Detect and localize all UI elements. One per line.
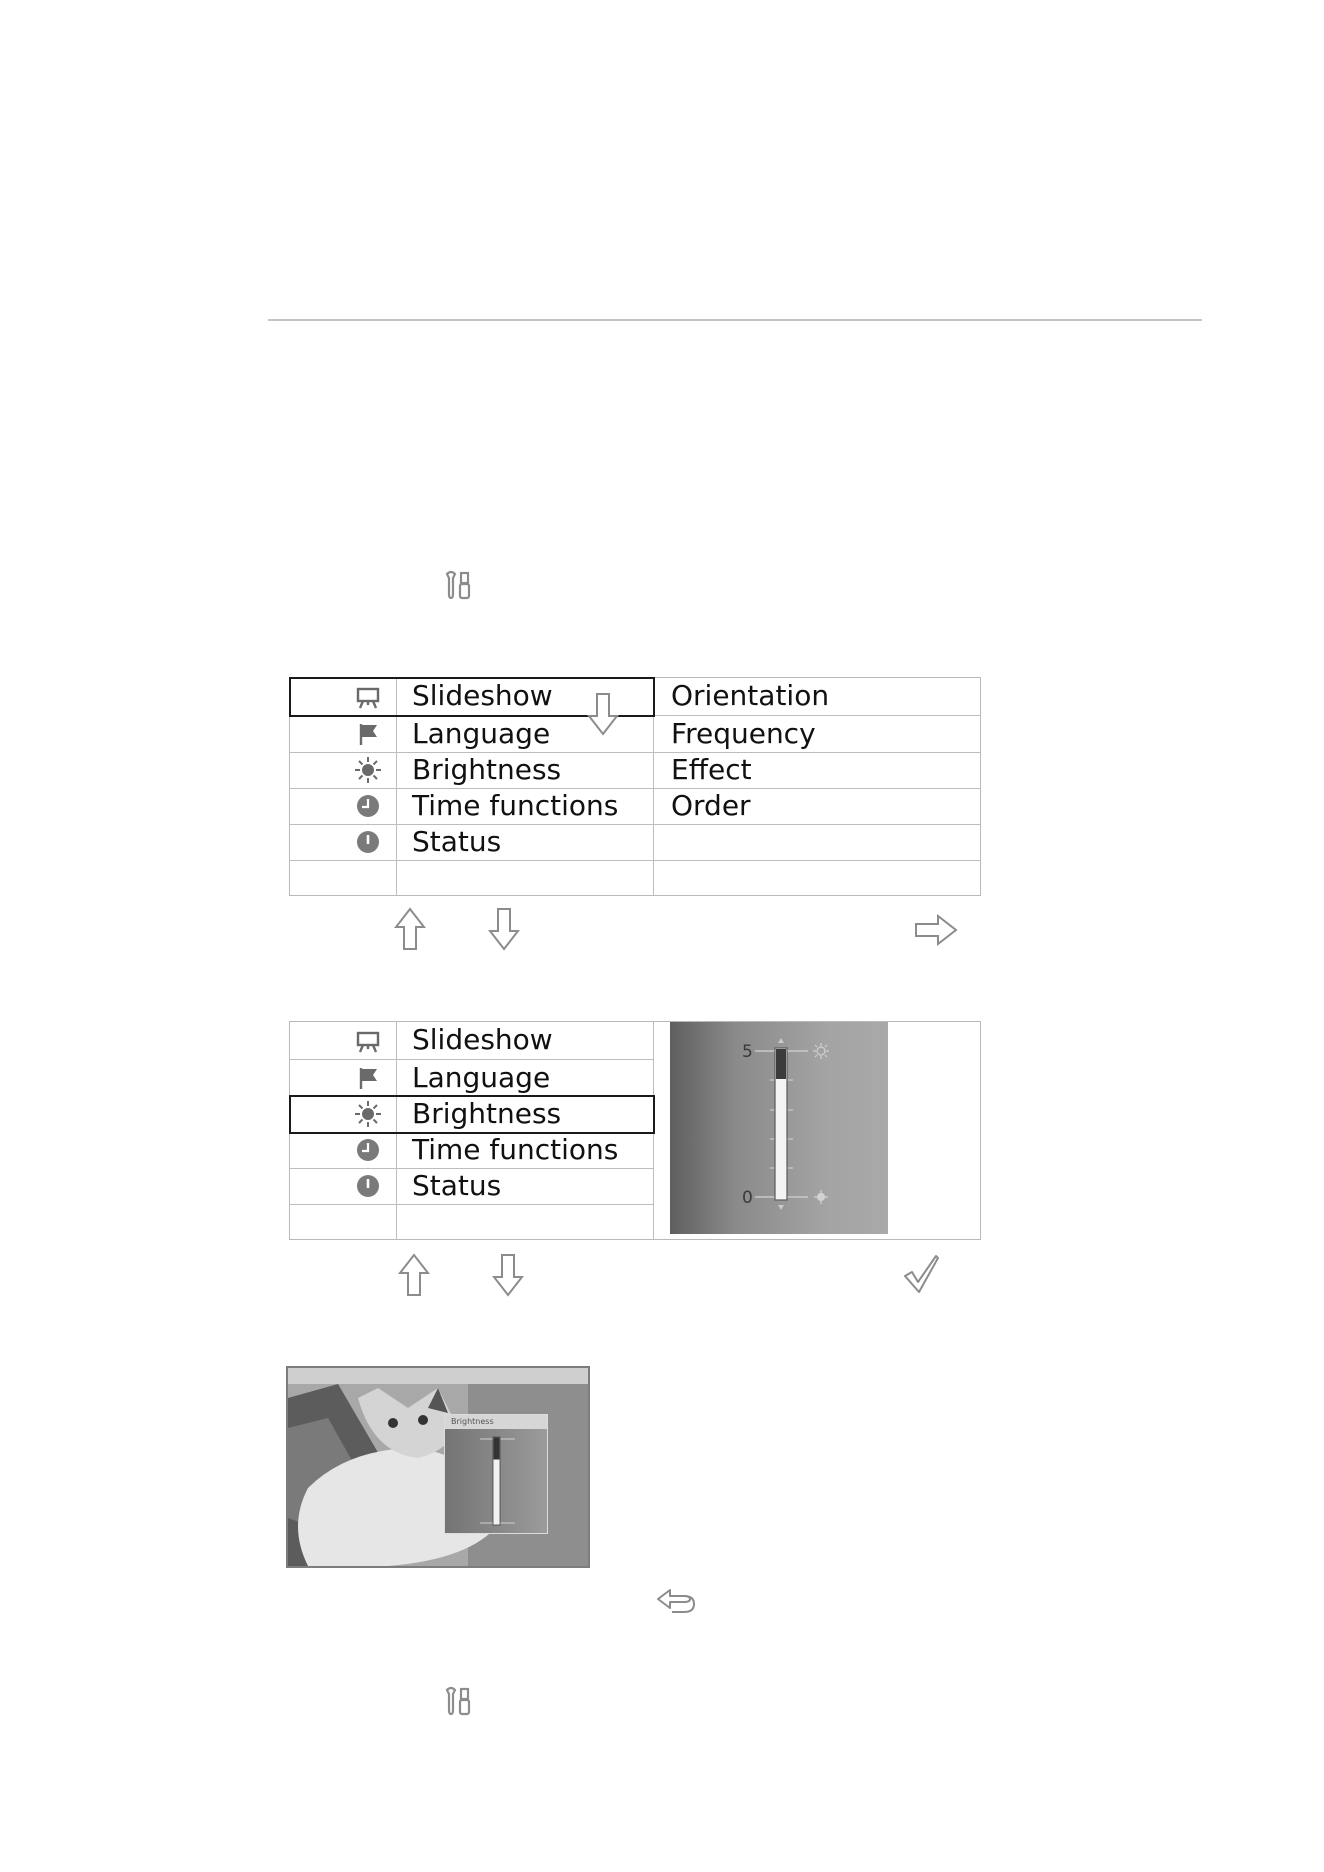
- arrow-up-icon[interactable]: [394, 907, 426, 951]
- arrow-right-icon[interactable]: [914, 914, 958, 946]
- photo-preview: [286, 1366, 590, 1568]
- checkmark-icon[interactable]: [902, 1254, 940, 1294]
- arrow-down-icon[interactable]: [492, 1253, 524, 1297]
- flag-icon: [354, 1064, 382, 1092]
- menu-item-language[interactable]: Language: [412, 717, 551, 750]
- status-icon: [354, 1172, 382, 1200]
- overlay-brightness-scale: [445, 1429, 547, 1533]
- brightness-slider-panel: [670, 1022, 888, 1234]
- menu-item-time-functions[interactable]: Time functions: [412, 789, 619, 822]
- arrow-down-icon: [587, 692, 619, 736]
- menu-item-brightness[interactable]: Brightness: [412, 753, 562, 786]
- submenu-item-effect[interactable]: Effect: [671, 753, 752, 786]
- menu-item-status[interactable]: Status: [412, 825, 502, 858]
- brightness-overlay: [444, 1414, 548, 1534]
- menu-item-slideshow[interactable]: Slideshow: [412, 679, 553, 712]
- selection-highlight: [289, 1095, 655, 1134]
- brightness-icon: [354, 756, 382, 784]
- submenu-item-frequency[interactable]: Frequency: [671, 717, 816, 750]
- settings-icon: [444, 570, 474, 602]
- arrow-up-icon[interactable]: [398, 1253, 430, 1297]
- arrow-down-icon[interactable]: [488, 907, 520, 951]
- status-icon: [354, 828, 382, 856]
- brightness-max-label: 5: [742, 1042, 753, 1062]
- overlay-title: Brightness: [445, 1415, 547, 1429]
- clock-icon: [354, 1136, 382, 1164]
- submenu-item-orientation[interactable]: Orientation: [671, 679, 830, 712]
- clock-icon: [354, 792, 382, 820]
- brightness-min-label: 0: [742, 1188, 753, 1208]
- settings-menu-slideshow: [289, 677, 981, 896]
- brightness-scale: [670, 1022, 888, 1234]
- back-icon[interactable]: [654, 1586, 696, 1616]
- menu-item-status[interactable]: Status: [412, 1169, 502, 1202]
- settings-icon: [444, 1686, 474, 1718]
- menu-item-slideshow[interactable]: Slideshow: [412, 1023, 553, 1056]
- menu-item-brightness[interactable]: Brightness: [412, 1097, 562, 1130]
- menu-item-time-functions[interactable]: Time functions: [412, 1133, 619, 1166]
- slideshow-icon: [354, 1027, 382, 1055]
- menu-item-language[interactable]: Language: [412, 1061, 551, 1094]
- submenu-item-order[interactable]: Order: [671, 789, 751, 822]
- section-divider: [268, 319, 1202, 321]
- flag-icon: [354, 720, 382, 748]
